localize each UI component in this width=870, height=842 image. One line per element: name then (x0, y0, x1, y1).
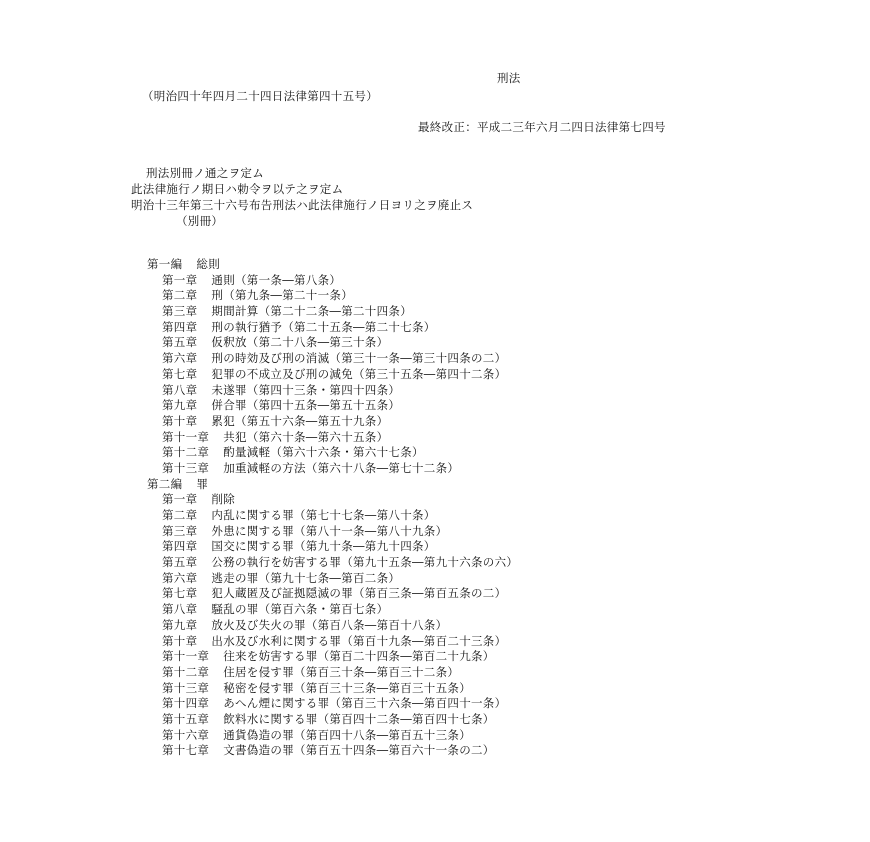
toc-chapter-row (0, 681, 870, 697)
chapter-number: 第二章 (162, 508, 198, 522)
toc-chapter-row (0, 492, 870, 508)
supplementary-line: 刑法別冊ノ通之ヲ定ム (146, 166, 264, 180)
chapter-title: 刑の時効及び刑の消滅（第三十一条―第三十四条の二） (211, 351, 507, 366)
toc-chapter-row (0, 728, 870, 744)
chapter-title: 騒乱の罪（第百六条・第百七条） (211, 602, 389, 617)
chapter-number: 第十二章 (162, 664, 210, 679)
chapter-title: 加重減軽の方法（第六十八条―第七十二条） (223, 460, 460, 475)
chapter-number: 第十一章 (162, 429, 210, 444)
chapter-number: 第十三章 (162, 680, 210, 695)
document-title: 刑法 (497, 71, 521, 85)
chapter-number: 第四章 (162, 319, 198, 334)
toc-part-row (0, 257, 870, 273)
chapter-title: 併合罪（第四十五条―第五十五条） (211, 398, 401, 413)
chapter-title: 通貨偽造の罪（第百四十八条―第百五十三条） (223, 727, 472, 742)
chapter-number: 第十一章 (162, 649, 210, 664)
chapter-title: 犯罪の不成立及び刑の減免（第三十五条―第四十二条） (211, 366, 507, 381)
chapter-number: 第九章 (162, 398, 198, 413)
chapter-number: 第九章 (162, 617, 198, 632)
toc-chapter-row (0, 539, 870, 555)
chapter-title: 累犯（第五十六条―第五十九条） (211, 413, 389, 428)
chapter-number: 第十四章 (162, 696, 210, 711)
chapter-title: 仮釈放（第二十八条―第三十条） (211, 335, 389, 350)
chapter-number: 第七章 (162, 366, 198, 381)
chapter-number: 第十六章 (162, 727, 210, 742)
law-number: （明治四十年四月二十四日法律第四十五号） (142, 89, 378, 103)
chapter-number: 第十五章 (162, 711, 210, 726)
chapter-title: 放火及び失火の罪（第百八条―第百十八条） (211, 617, 448, 632)
chapter-title: 逃走の罪（第九十七条―第百二条） (211, 570, 401, 585)
last-revision-note: 最終改正：平成二三年六月二四日法律第七四号 (418, 120, 666, 134)
chapter-number: 第四章 (162, 539, 198, 554)
chapter-number: 第十章 (162, 413, 198, 428)
toc-chapter-row (0, 555, 870, 571)
chapter-number: 第三章 (162, 523, 198, 538)
toc-chapter-row (0, 288, 870, 304)
toc-chapter-row (0, 351, 870, 367)
chapter-title: あへん煙に関する罪（第百三十六条―第百四十一条） (223, 696, 507, 711)
chapter-number: 第十三章 (162, 460, 210, 475)
supplementary-line: 此法律施行ノ期日ハ勅令ヲ以テ之ヲ定ム (131, 182, 344, 196)
part-title: 総則 (196, 257, 221, 271)
chapter-title: 通則（第一条―第八条） (211, 272, 342, 287)
toc-chapter-row (0, 696, 870, 712)
chapter-title: 往来を妨害する罪（第百二十四条―第百二十九条） (223, 649, 495, 664)
chapter-number: 第三章 (162, 304, 198, 319)
toc-chapter-row (0, 383, 870, 399)
chapter-number: 第十七章 (162, 743, 210, 758)
chapter-title: 刑（第九条―第二十一条） (211, 288, 354, 303)
table-of-contents (0, 257, 870, 759)
toc-chapter-row (0, 414, 870, 430)
chapter-title: 外患に関する罪（第八十一条―第八十九条） (211, 523, 448, 538)
toc-chapter-row (0, 586, 870, 602)
chapter-title: 住居を侵す罪（第百三十条―第百三十二条） (223, 664, 460, 679)
toc-part-row (0, 477, 870, 493)
chapter-title: 酌量減軽（第六十六条・第六十七条） (223, 445, 424, 460)
chapter-number: 第一章 (162, 272, 198, 287)
chapter-title: 削除 (211, 492, 236, 507)
chapter-number: 第八章 (162, 382, 198, 397)
chapter-title: 期間計算（第二十二条―第二十四条） (211, 304, 413, 319)
toc-chapter-row (0, 712, 870, 728)
toc-chapter-row (0, 634, 870, 650)
toc-chapter-row (0, 571, 870, 587)
chapter-title: 飲料水に関する罪（第百四十二条―第百四十七条） (223, 711, 495, 726)
toc-chapter-row (0, 649, 870, 665)
chapter-number: 第十二章 (162, 445, 210, 460)
chapter-title: 公務の執行を妨害する罪（第九十五条―第九十六条の六） (211, 555, 519, 570)
chapter-title: 刑の執行猶予（第二十五条―第二十七条） (211, 319, 436, 334)
chapter-number: 第五章 (162, 335, 198, 350)
chapter-title: 文書偽造の罪（第百五十四条―第百六十一条の二） (223, 743, 495, 758)
chapter-number: 第十章 (162, 633, 198, 648)
chapter-number: 第八章 (162, 602, 198, 617)
toc-chapter-row (0, 273, 870, 289)
chapter-number: 第七章 (162, 586, 198, 601)
chapter-title: 未遂罪（第四十三条・第四十四条） (211, 382, 401, 397)
chapter-number: 第一章 (162, 492, 198, 507)
toc-chapter-row (0, 618, 870, 634)
toc-chapter-row (0, 335, 870, 351)
toc-chapter-row (0, 304, 870, 320)
part-number: 第一編 (147, 257, 183, 271)
toc-chapter-row (0, 445, 870, 461)
supplementary-line: （別冊） (176, 214, 224, 228)
toc-chapter-row (0, 367, 870, 383)
chapter-title: 国交に関する罪（第九十条―第九十四条） (211, 539, 436, 554)
part-number: 第二編 (147, 476, 183, 491)
part-title: 罪 (196, 476, 209, 491)
chapter-title: 出水及び水利に関する罪（第百十九条―第百二十三条） (211, 633, 507, 648)
toc-chapter-row (0, 430, 870, 446)
toc-chapter-row (0, 665, 870, 681)
chapter-title: 犯人蔵匿及び証拠隠滅の罪（第百三条―第百五条の二） (211, 586, 507, 601)
toc-chapter-row (0, 602, 870, 618)
chapter-number: 第五章 (162, 555, 198, 570)
chapter-title: 内乱に関する罪（第七十七条―第八十条） (211, 508, 436, 522)
toc-chapter-row (0, 524, 870, 540)
toc-chapter-row (0, 508, 870, 524)
chapter-number: 第六章 (162, 351, 198, 366)
toc-chapter-row (0, 398, 870, 414)
toc-chapter-row (0, 743, 870, 759)
toc-chapter-row (0, 461, 870, 477)
supplementary-line: 明治十三年第三十六号布告刑法ハ此法律施行ノ日ヨリ之ヲ廃止ス (131, 198, 474, 212)
chapter-title: 秘密を侵す罪（第百三十三条―第百三十五条） (223, 680, 472, 695)
chapter-number: 第六章 (162, 570, 198, 585)
chapter-title: 共犯（第六十条―第六十五条） (223, 429, 389, 444)
chapter-number: 第二章 (162, 288, 198, 303)
toc-chapter-row (0, 320, 870, 336)
